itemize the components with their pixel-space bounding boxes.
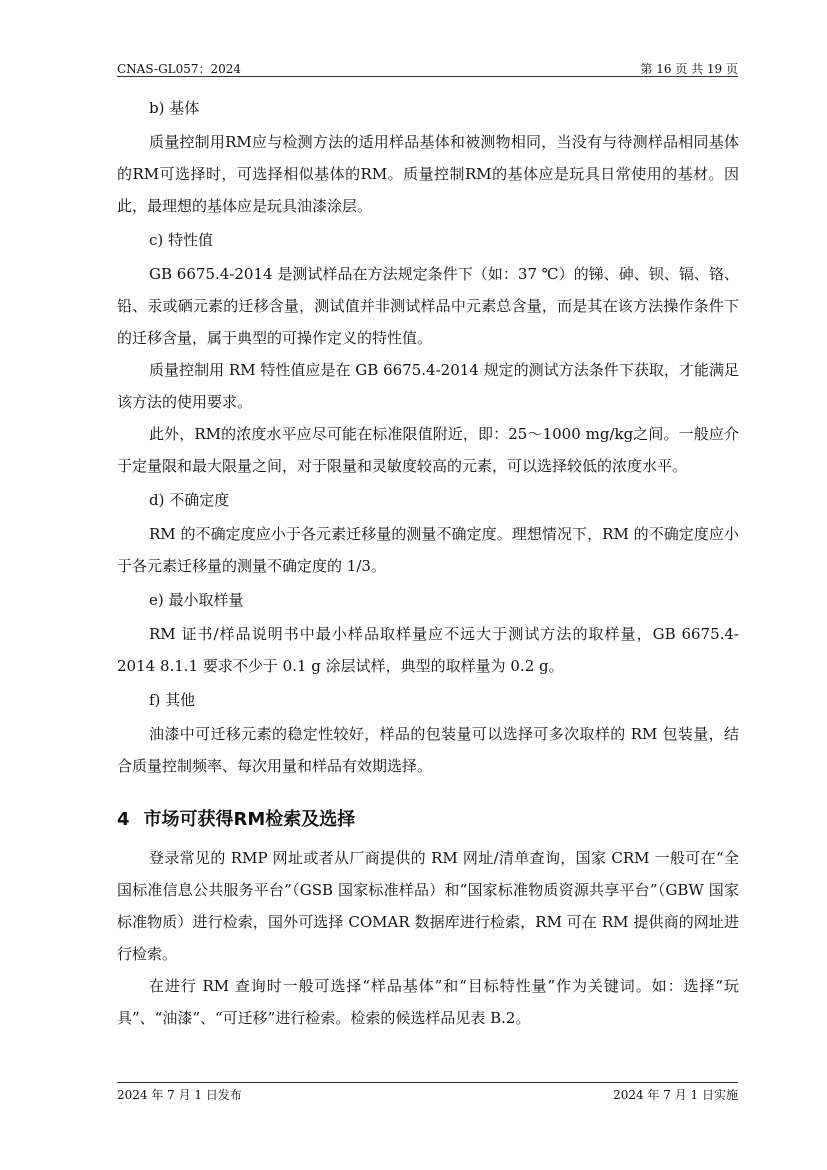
paragraph-d-1: RM 的不确定度应小于各元素迁移量的测量不确定度。理想情况下，RM 的不确定度应小于各元素迁移量的测量不确定度的 1/3。 — [117, 525, 739, 575]
paragraph-b-1: 质量控制用RM应与检测方法的适用样品基体和被测物相同，当没有与待测样品相同基体的RM可选择时，可选择相似基体的RM。质量控制RM的基体应是玩具日常使用的基材。因此，最理想的基体应是玩具油漆涂层。 — [117, 133, 739, 215]
paragraph-e-1: RM 证书/样品说明书中最小样品取样量应不远大于测试方法的取样量，GB 6675.4-2014 8.1.1 要求不少于 0.1 g 涂层试样，典型的取样量为 0.2 g。 — [117, 625, 739, 675]
page-content — [117, 90, 739, 1034]
page-number: 第 16 页 共 19 页 — [640, 62, 738, 76]
page-header — [117, 58, 738, 77]
paragraph-4-2: 在进行 RM 查询时一般可选择“样品基体”和“目标特性量”作为关键词。如：选择“玩具”、“油漆”、“可迁移”进行检索。检索的候选样品见表 B.2。 — [117, 977, 739, 1027]
subheading-f: f) 其他 — [149, 691, 196, 709]
issue-date: 2024 年 7 月 1 日发布 — [117, 1088, 242, 1102]
paragraph-4-1: 登录常见的 RMP 网址或者从厂商提供的 RM 网址/清单查询，国家 CRM 一般可在“全国标准信息公共服务平台”（GSB 国家标准样品）和“国家标准物质资源共享平台”（GBW 国家标准物质）进行检索，国外可选择 COMAR 数据库进行检索，RM 可在 RM 提供商的网址进行检索。 — [117, 849, 739, 963]
effective-date: 2024 年 7 月 1 日实施 — [613, 1088, 738, 1102]
section-number: 4 — [117, 809, 130, 830]
document-id: CNAS-GL057：2024 — [117, 62, 242, 76]
section-title: 市场可获得RM检索及选择 — [143, 809, 356, 830]
subheading-c: c) 特性值 — [149, 231, 214, 249]
paragraph-c-1: GB 6675.4-2014 是测试样品在方法规定条件下（如：37 ℃）的锑、砷、钡、镉、铬、铅、汞或硒元素的迁移含量，测试值并非测试样品中元素总含量，而是其在该方法操作条件下的迁移含量，属于典型的可操作定义的特性值。 — [117, 265, 739, 347]
paragraph-c-2: 质量控制用 RM 特性值应是在 GB 6675.4-2014 规定的测试方法条件下获取，才能满足该方法的使用要求。 — [117, 361, 739, 411]
section-4-heading — [117, 804, 739, 836]
paragraph-c-3: 此外，RM的浓度水平应尽可能在标准限值附近，即：25～1000 mg/kg之间。一般应介于定量限和最大限量之间，对于限量和灵敏度较高的元素，可以选择较低的浓度水平。 — [117, 425, 739, 475]
page-footer — [117, 1082, 738, 1102]
subheading-d: d) 不确定度 — [149, 491, 230, 509]
subheading-b: b) 基体 — [149, 99, 200, 117]
paragraph-f-1: 油漆中可迁移元素的稳定性较好，样品的包装量可以选择可多次取样的 RM 包装量，结合质量控制频率、每次用量和样品有效期选择。 — [117, 725, 739, 775]
subheading-e: e) 最小取样量 — [149, 591, 244, 609]
